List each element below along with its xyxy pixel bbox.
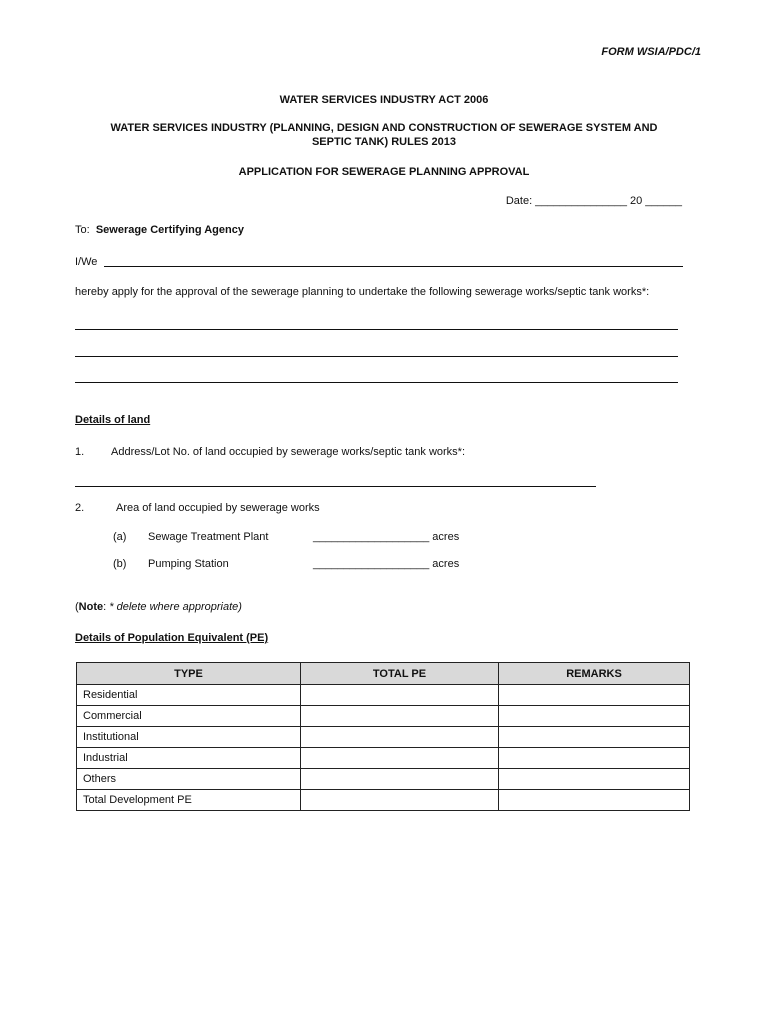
item1-number: 1. [75, 446, 85, 458]
remarks-cell[interactable] [499, 706, 690, 727]
row-type-total-development-pe: Total Development PE [77, 790, 301, 811]
sub-b-text: Pumping Station [148, 558, 229, 570]
remarks-cell[interactable] [499, 748, 690, 769]
address-blank-line[interactable] [75, 486, 596, 487]
form-code: FORM WSIA/PDC/1 [601, 46, 701, 58]
header-remarks: REMARKS [499, 663, 690, 685]
item2-number: 2. [75, 502, 85, 514]
sub-a-text: Sewage Treatment Plant [148, 531, 269, 543]
remarks-cell[interactable] [499, 727, 690, 748]
row-type-industrial: Industrial [77, 748, 301, 769]
pe-table-header-row [77, 663, 690, 685]
row-type-commercial: Commercial [77, 706, 301, 727]
sub-b-label: (b) [113, 558, 127, 570]
application-title: APPLICATION FOR SEWERAGE PLANNING APPROVAL [238, 166, 530, 178]
to-recipient: Sewerage Certifying Agency [95, 224, 244, 236]
note [75, 601, 242, 613]
sub-a-label: (a) [113, 531, 127, 543]
note-open: ( [75, 601, 79, 613]
item1-text: Address/Lot No. of land occupied by sewerage works/septic tank works*: [111, 446, 466, 458]
total-pe-cell[interactable] [301, 748, 499, 769]
row-type-residential: Residential [77, 685, 301, 706]
apply-text: hereby apply for the approval of the sewerage planning to undertake the following sewerage works/septic tank works*: [75, 286, 650, 298]
rules-title-line2: SEPTIC TANK) RULES 2013 [311, 136, 457, 148]
row-type-others: Others [77, 769, 301, 790]
remarks-cell[interactable] [499, 769, 690, 790]
rules-title-line1: WATER SERVICES INDUSTRY (PLANNING, DESIGN AND CONSTRUCTION OF SEWERAGE SYSTEM AND [110, 122, 658, 134]
pe-heading: Details of Population Equivalent (PE) [75, 632, 269, 644]
sub-b-acres-field[interactable]: ___________________ acres [313, 558, 460, 570]
act-title: WATER SERVICES INDUSTRY ACT 2006 [279, 94, 489, 106]
total-pe-cell[interactable] [301, 769, 499, 790]
date-line: Date: _______________ 20 ______ [505, 195, 682, 207]
total-pe-cell[interactable] [301, 727, 499, 748]
works-blank-line-3[interactable] [75, 382, 678, 383]
table-row [77, 790, 690, 811]
note-label: Note [78, 601, 104, 613]
table-row [77, 706, 690, 727]
table-row [77, 727, 690, 748]
note-colon: : [103, 601, 107, 613]
details-land-heading: Details of land [75, 414, 151, 426]
table-row [77, 769, 690, 790]
note-text: * delete where appropriate) [106, 601, 242, 613]
works-blank-line-2[interactable] [75, 356, 678, 357]
to-line [75, 224, 244, 236]
table-row [77, 685, 690, 706]
total-pe-cell[interactable] [301, 790, 499, 811]
iwe-blank-line[interactable] [104, 266, 683, 267]
iwe-label: I/We [75, 256, 98, 268]
sub-a-acres-field[interactable]: ___________________ acres [313, 531, 460, 543]
remarks-cell[interactable] [499, 790, 690, 811]
remarks-cell[interactable] [499, 685, 690, 706]
pe-table [76, 662, 690, 811]
header-type: TYPE [77, 663, 301, 685]
row-type-institutional: Institutional [77, 727, 301, 748]
table-row [77, 748, 690, 769]
to-label: To: [75, 224, 90, 236]
header-total-pe: TOTAL PE [301, 663, 499, 685]
total-pe-cell[interactable] [301, 706, 499, 727]
item2-text: Area of land occupied by sewerage works [116, 502, 320, 514]
works-blank-line-1[interactable] [75, 329, 678, 330]
total-pe-cell[interactable] [301, 685, 499, 706]
